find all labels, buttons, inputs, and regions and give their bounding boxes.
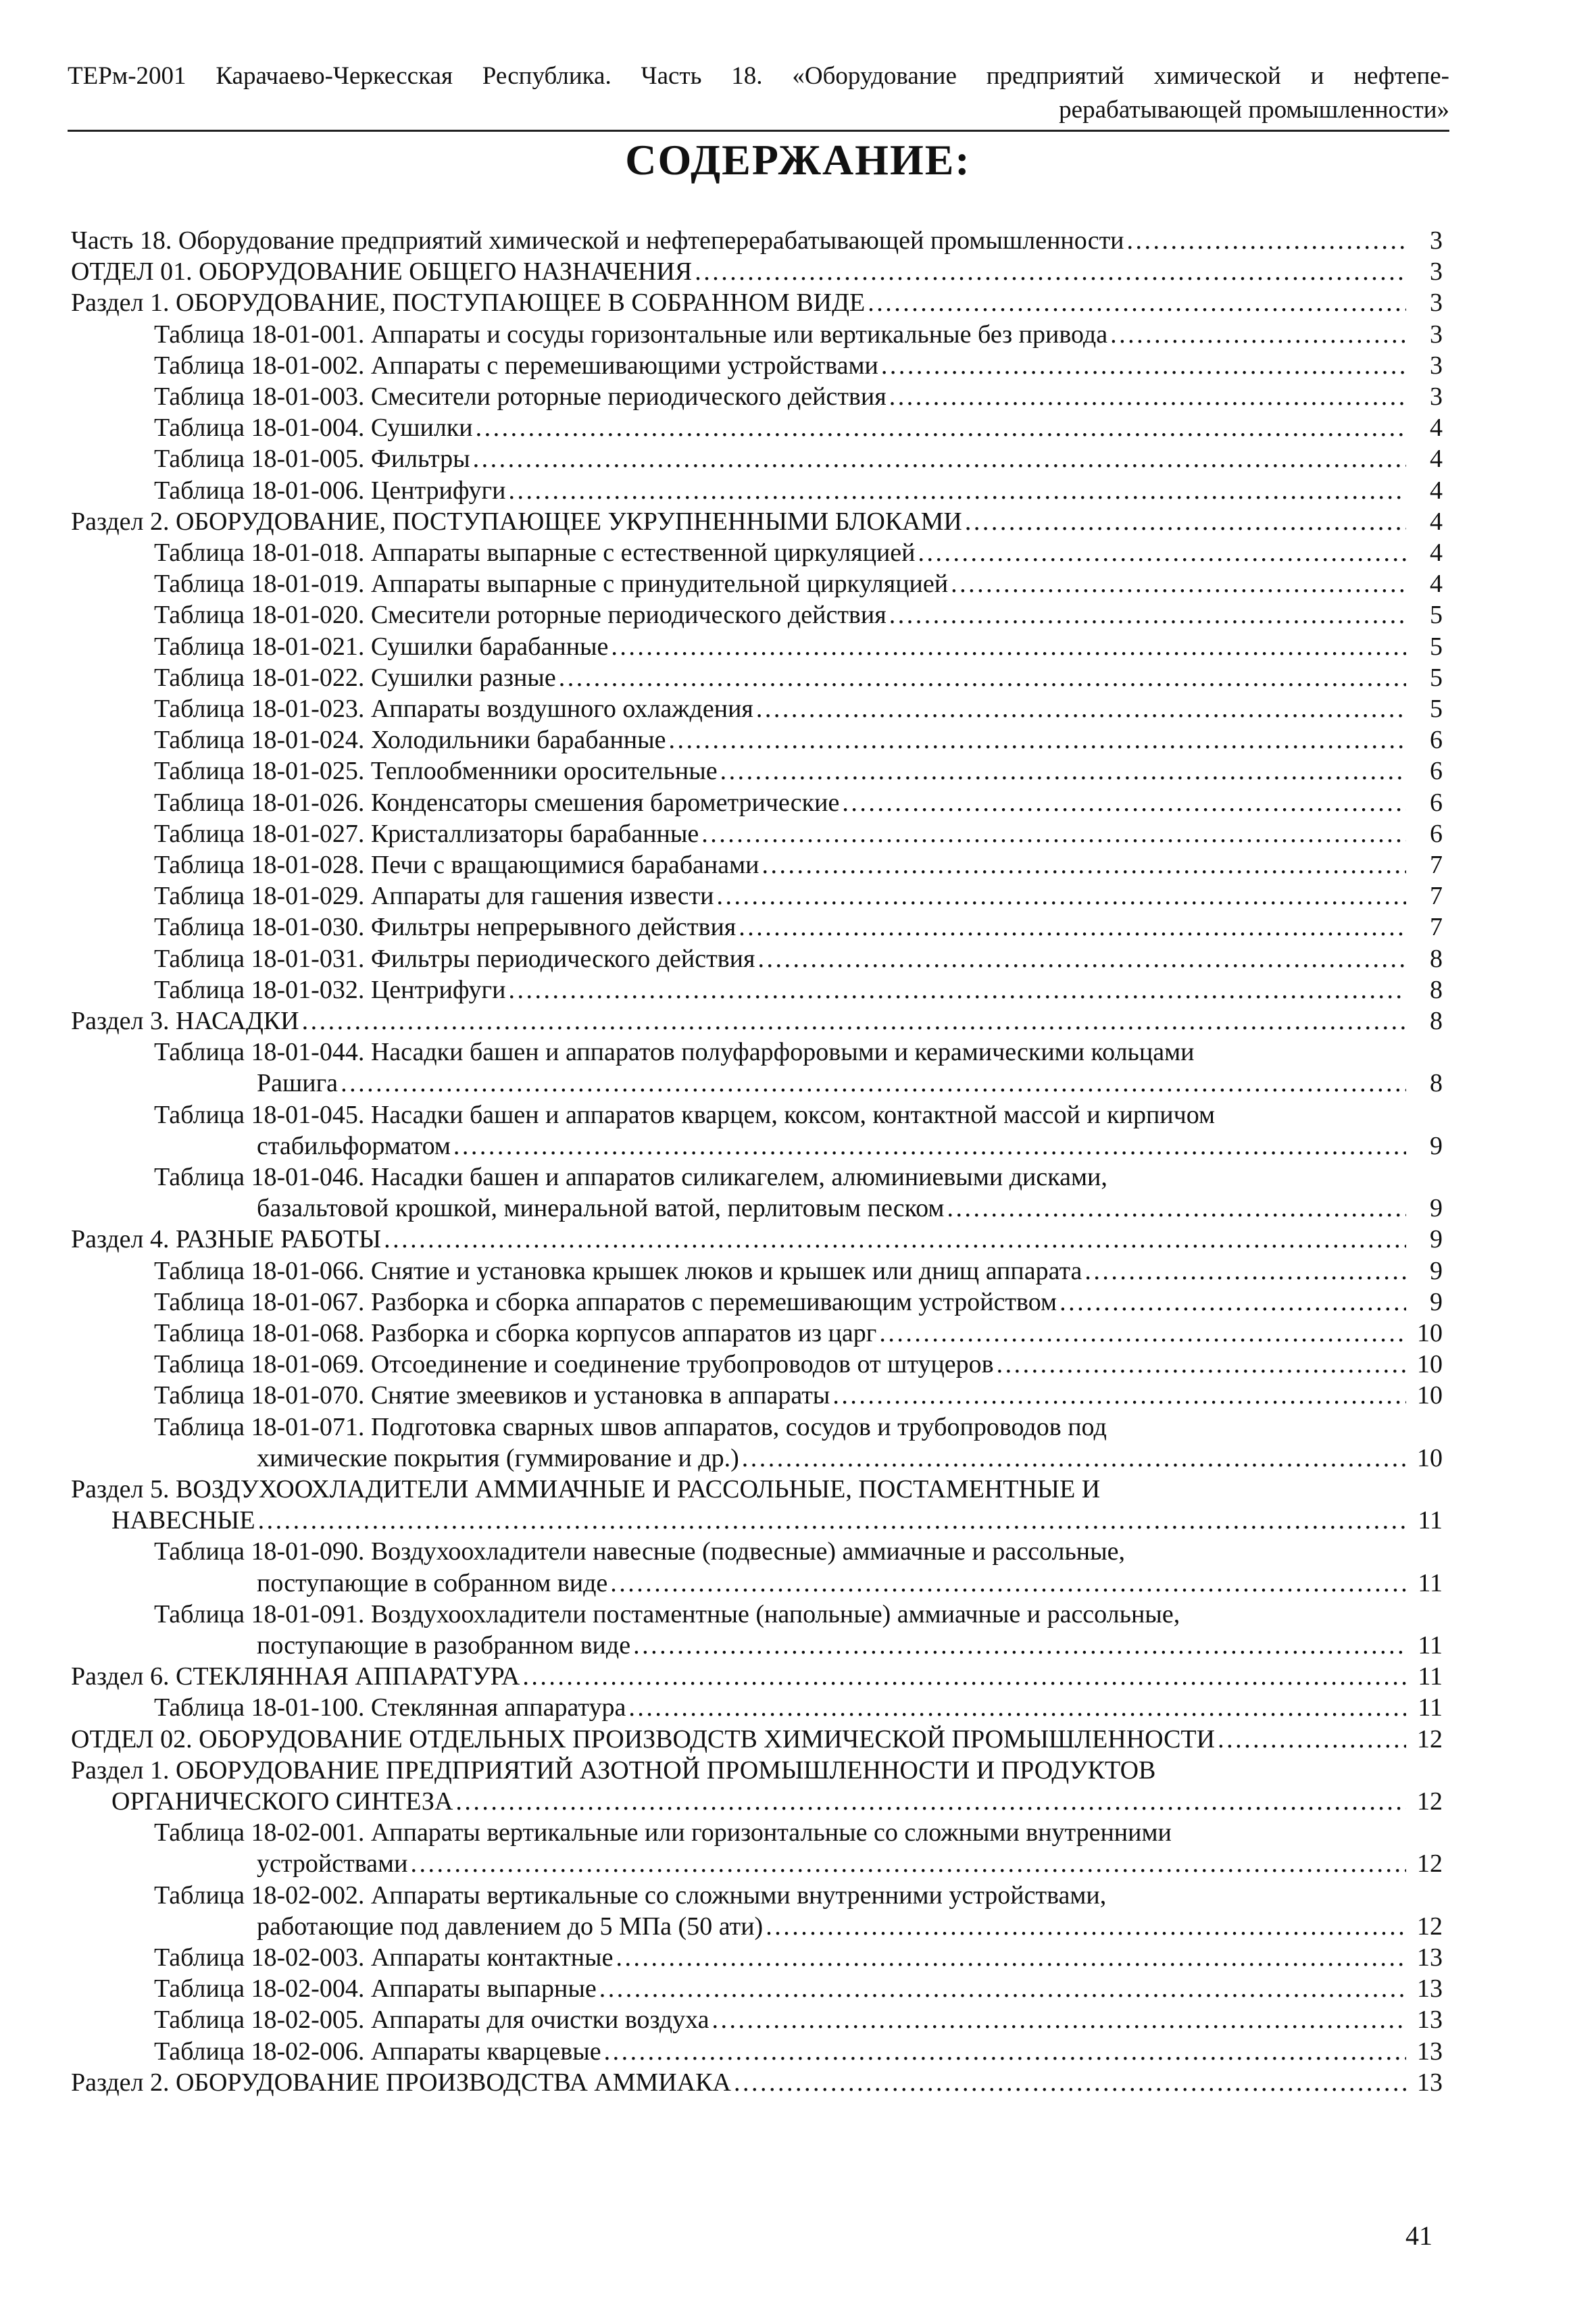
toc-table-entry[interactable]	[154, 787, 1443, 819]
toc-entry-title: устройствами	[257, 1849, 408, 1878]
toc-entry-title: Таблица 18-01-090. Воздухоохладители навесные (подвесные) аммиачные и рассольные,	[154, 1537, 1126, 1566]
toc-entry-title: поступающие в разобранном виде	[257, 1631, 631, 1660]
toc-section-entry[interactable]	[71, 1223, 1443, 1255]
toc-table-entry[interactable]	[154, 349, 1443, 382]
dot-leader	[881, 349, 1406, 382]
dot-leader	[1059, 1286, 1406, 1318]
toc-section-entry[interactable]	[71, 287, 1443, 319]
toc-table-entry[interactable]	[154, 1099, 1443, 1131]
toc-table-entry[interactable]	[154, 318, 1443, 351]
dot-leader	[258, 1504, 1406, 1537]
toc-entry-title: Таблица 18-01-069. Отсоединение и соединение трубопроводов от штуцеров	[154, 1350, 994, 1379]
toc-entry-title: Таблица 18-01-005. Фильтры	[154, 445, 470, 474]
toc-table-entry[interactable]	[154, 2035, 1443, 2068]
dot-leader	[341, 1067, 1406, 1099]
toc-entry-title: Таблица 18-01-029. Аппараты для гашения извести	[154, 882, 714, 911]
toc-page-number: 6	[1430, 757, 1443, 786]
toc-entry-title: Таблица 18-01-025. Теплообменники оросительные	[154, 757, 718, 786]
dot-leader	[302, 1005, 1406, 1037]
toc-entry-title: Таблица 18-01-004. Сушилки	[154, 414, 473, 443]
toc-entry-title: Таблица 18-01-046. Насадки башен и аппаратов силикагелем, алюминиевыми дисками,	[154, 1163, 1107, 1191]
toc-entry-title: Раздел 1. ОБОРУДОВАНИЕ ПРЕДПРИЯТИЙ АЗОТНОЙ ПРОМЫШЛЕННОСТИ И ПРОДУКТОВ	[71, 1756, 1156, 1785]
dot-leader	[669, 724, 1406, 756]
toc-page-number: 13	[1417, 2068, 1443, 2097]
toc-table-entry[interactable]	[154, 1691, 1443, 1724]
dot-leader	[508, 474, 1406, 507]
toc-entry-title: Таблица 18-02-003. Аппараты контактные	[154, 1943, 614, 1972]
toc-entry-title: стабильформатом	[257, 1131, 451, 1160]
dot-leader	[1110, 318, 1406, 351]
toc-entry-title: ОРГАНИЧЕСКОГО СИНТЕЗА	[111, 1787, 453, 1816]
running-header	[68, 59, 1449, 132]
toc-entry-title: Таблица 18-01-070. Снятие змеевиков и установка в аппараты	[154, 1381, 830, 1410]
toc-table-entry[interactable]	[154, 1411, 1443, 1443]
toc-entry-title: Таблица 18-01-067. Разборка и сборка аппаратов с перемешивающим устройством	[154, 1287, 1057, 1316]
dot-leader	[720, 755, 1406, 787]
dot-leader	[1218, 1723, 1406, 1756]
toc-page-number: 11	[1418, 1631, 1443, 1660]
toc-section-entry[interactable]	[111, 1504, 1443, 1537]
toc-table-entry[interactable]	[154, 1286, 1443, 1318]
toc-table-entry[interactable]	[154, 755, 1443, 787]
toc-table-entry[interactable]	[154, 2003, 1443, 2036]
toc-page-number: 3	[1430, 382, 1443, 411]
toc-section-entry[interactable]	[71, 505, 1443, 538]
toc-page-number: 3	[1430, 226, 1443, 255]
toc-table-entry[interactable]	[257, 1130, 1443, 1162]
toc-table-entry[interactable]	[154, 1379, 1443, 1412]
dot-leader	[879, 1317, 1406, 1349]
dot-leader	[1084, 1255, 1406, 1287]
toc-entry-title: Таблица 18-01-044. Насадки башен и аппаратов полуфарфоровыми и керамическими кольцами	[154, 1038, 1195, 1067]
toc-page-number: 3	[1430, 320, 1443, 349]
toc-section-entry[interactable]	[71, 224, 1443, 257]
toc-entry-title: Таблица 18-01-031. Фильтры периодического действия	[154, 944, 755, 973]
toc-entry-title: Таблица 18-01-018. Аппараты выпарные с естественной циркуляцией	[154, 539, 916, 567]
dot-leader	[997, 1348, 1406, 1380]
toc-table-entry[interactable]	[257, 1910, 1443, 1943]
toc-table-entry[interactable]	[154, 1816, 1443, 1849]
toc-page-number: 8	[1430, 975, 1443, 1004]
dot-leader	[832, 1379, 1406, 1412]
toc-page-number: 3	[1430, 351, 1443, 380]
dot-leader	[476, 412, 1406, 444]
toc-page-number: 4	[1430, 476, 1443, 505]
toc-section-entry[interactable]	[71, 1473, 1443, 1505]
toc-table-entry[interactable]	[257, 1629, 1443, 1662]
toc-entry-title: поступающие в собранном виде	[257, 1568, 608, 1597]
toc-page-number: 4	[1430, 570, 1443, 599]
dot-leader	[757, 943, 1406, 975]
dot-leader	[453, 1130, 1406, 1162]
toc-entry-title: Таблица 18-01-068. Разборка и сборка корпусов аппаратов из царг	[154, 1319, 877, 1347]
dot-leader	[628, 1691, 1406, 1724]
toc-entry-title: Таблица 18-01-001. Аппараты и сосуды горизонтальные или вертикальные без привода	[154, 320, 1108, 349]
toc-entry-title: Таблица 18-01-023. Аппараты воздушного охлаждения	[154, 695, 753, 723]
toc-entry-title: Таблица 18-01-003. Смесители роторные периодического действия	[154, 382, 887, 411]
dot-leader	[616, 1941, 1406, 1974]
toc-page-number: 12	[1417, 1849, 1443, 1878]
dot-leader	[918, 537, 1406, 569]
toc-table-entry[interactable]	[154, 818, 1443, 850]
toc-entry-title: ОТДЕЛ 02. ОБОРУДОВАНИЕ ОТДЕЛЬНЫХ ПРОИЗВОДСТВ ХИМИЧЕСКОЙ ПРОМЫШЛЕННОСТИ	[71, 1724, 1216, 1753]
toc-page-number: 12	[1417, 1912, 1443, 1941]
toc-page-number: 13	[1417, 2006, 1443, 2035]
toc-page-number: 9	[1430, 1287, 1443, 1316]
toc-entry-title: Таблица 18-02-004. Аппараты выпарные	[154, 1974, 597, 2003]
toc-entry-title: Таблица 18-01-071. Подготовка сварных швов аппаратов, сосудов и трубопроводов под	[154, 1412, 1107, 1441]
toc-table-entry[interactable]	[154, 693, 1443, 725]
toc-entry-title: Часть 18. Оборудование предприятий химической и нефтеперерабатывающей промышленности	[71, 226, 1124, 255]
toc-table-entry[interactable]	[154, 724, 1443, 756]
toc-page-number: 8	[1430, 1007, 1443, 1035]
toc-table-entry[interactable]	[154, 1036, 1443, 1068]
toc-entry-title: Таблица 18-02-005. Аппараты для очистки воздуха	[154, 2006, 709, 2035]
toc-entry-title: Таблица 18-01-030. Фильтры непрерывного действия	[154, 913, 737, 942]
toc-table-entry[interactable]	[154, 1317, 1443, 1349]
toc-entry-title: Таблица 18-01-006. Центрифуги	[154, 476, 506, 505]
dot-leader	[508, 974, 1406, 1006]
toc-page-number: 5	[1430, 695, 1443, 723]
toc-section-entry[interactable]	[71, 255, 1443, 288]
page-title: СОДЕРЖАНИЕ:	[625, 136, 971, 184]
toc-page-number: 9	[1430, 1225, 1443, 1254]
dot-leader	[889, 599, 1406, 631]
toc-entry-title: Раздел 3. НАСАДКИ	[71, 1007, 299, 1035]
dot-leader	[762, 849, 1406, 881]
dot-leader	[742, 1442, 1406, 1474]
toc-entry-title: Раздел 1. ОБОРУДОВАНИЕ, ПОСТУПАЮЩЕЕ В СОБРАННОМ ВИДЕ	[71, 289, 866, 318]
dot-leader	[1127, 224, 1406, 257]
toc-table-entry[interactable]	[154, 1598, 1443, 1631]
toc-entry-title: Таблица 18-01-045. Насадки башен и аппаратов кварцем, коксом, контактной массой и кирпичом	[154, 1100, 1216, 1129]
toc-page-number: 5	[1430, 663, 1443, 692]
toc-page-number: 13	[1417, 2037, 1443, 2066]
toc-entry-title: Таблица 18-01-066. Снятие и установка крышек люков и крышек или днищ аппарата	[154, 1256, 1082, 1285]
toc-entry-title: Таблица 18-01-028. Печи с вращающимися барабанами	[154, 851, 759, 879]
toc-table-entry[interactable]	[154, 662, 1443, 694]
toc-entry-title: Таблица 18-02-006. Аппараты кварцевые	[154, 2037, 601, 2066]
toc-page-number: 11	[1418, 1693, 1443, 1722]
toc-table-entry[interactable]	[154, 537, 1443, 569]
toc-section-entry[interactable]	[71, 2066, 1443, 2099]
toc-entry-title: Таблица 18-01-032. Центрифуги	[154, 975, 506, 1004]
toc-table-entry[interactable]	[257, 1442, 1443, 1474]
toc-table-entry[interactable]	[154, 568, 1443, 600]
toc-page-number: 13	[1417, 1943, 1443, 1972]
toc-entry-title: Таблица 18-01-020. Смесители роторные периодического действия	[154, 601, 887, 630]
dot-leader	[842, 787, 1406, 819]
toc-entry-title: Раздел 2. ОБОРУДОВАНИЕ ПРОИЗВОДСТВА АММИАКА	[71, 2068, 731, 2097]
page-number: 41	[1405, 2220, 1432, 2251]
toc-table-entry[interactable]	[154, 911, 1443, 943]
toc-entry-title: Таблица 18-01-027. Кристаллизаторы барабанные	[154, 819, 699, 848]
toc-page-number: 10	[1417, 1381, 1443, 1410]
toc-entry-title: базальтовой крошкой, минеральной ватой, перлитовым песком	[257, 1194, 945, 1223]
dot-leader	[868, 287, 1406, 319]
toc-table-entry[interactable]	[154, 943, 1443, 975]
toc-page-number: 7	[1430, 913, 1443, 942]
toc-page-number: 6	[1430, 788, 1443, 817]
toc-entry-title: Таблица 18-01-091. Воздухоохладители постаментные (напольные) аммиачные и рассольные,	[154, 1599, 1180, 1628]
toc-entry-title: Таблица 18-01-019. Аппараты выпарные с принудительной циркуляцией	[154, 570, 949, 599]
toc-page-number: 3	[1430, 257, 1443, 287]
toc-entry-title: ОТДЕЛ 01. ОБОРУДОВАНИЕ ОБЩЕГО НАЗНАЧЕНИЯ	[71, 257, 693, 287]
toc-table-entry[interactable]	[257, 1847, 1443, 1880]
dot-leader	[889, 380, 1406, 413]
toc-entry-title: Таблица 18-01-022. Сушилки разные	[154, 663, 556, 692]
toc-page-number: 6	[1430, 819, 1443, 848]
toc-section-entry[interactable]	[71, 1005, 1443, 1037]
toc-page-number: 4	[1430, 539, 1443, 567]
dot-leader	[951, 568, 1406, 600]
toc-table-entry[interactable]	[154, 380, 1443, 413]
header-line-2: рерабатывающей промышленности»	[1059, 96, 1449, 124]
toc-table-entry[interactable]	[154, 880, 1443, 912]
toc-entry-title: Рашига	[257, 1069, 339, 1098]
toc-table-entry[interactable]	[154, 1255, 1443, 1287]
toc-table-entry[interactable]	[154, 849, 1443, 881]
toc-page-number: 4	[1430, 507, 1443, 536]
toc-page-number: 10	[1417, 1350, 1443, 1379]
toc-entry-title: НАВЕСНЫЕ	[111, 1506, 255, 1535]
toc-table-entry[interactable]	[154, 412, 1443, 444]
toc-table-entry[interactable]	[154, 1535, 1443, 1568]
toc-page-number: 3	[1430, 289, 1443, 318]
dot-leader	[410, 1847, 1406, 1880]
toc-page-number: 8	[1430, 1069, 1443, 1098]
dot-leader	[965, 505, 1406, 538]
toc-entry-title: Раздел 4. РАЗНЫЕ РАБОТЫ	[71, 1225, 382, 1254]
dot-leader	[766, 1910, 1406, 1943]
toc-page-number: 11	[1418, 1506, 1443, 1535]
toc-section-entry[interactable]	[71, 1754, 1443, 1787]
toc-page-number: 10	[1417, 1443, 1443, 1472]
dot-leader	[473, 443, 1406, 475]
dot-leader	[611, 630, 1406, 663]
toc-page-number: 11	[1418, 1662, 1443, 1691]
toc-entry-title: Таблица 18-01-021. Сушилки барабанные	[154, 632, 609, 661]
toc-entry-title: Таблица 18-01-100. Стеклянная аппаратура	[154, 1693, 626, 1722]
dot-leader	[701, 818, 1406, 850]
toc-page-number: 9	[1430, 1194, 1443, 1223]
toc-entry-title: Раздел 2. ОБОРУДОВАНИЕ, ПОСТУПАЮЩЕЕ УКРУПНЕННЫМИ БЛОКАМИ	[71, 507, 962, 536]
dot-leader	[947, 1192, 1406, 1224]
toc-table-entry[interactable]	[154, 1941, 1443, 1974]
dot-leader	[756, 693, 1406, 725]
dot-leader	[599, 1972, 1406, 2005]
dot-leader	[384, 1223, 1406, 1255]
dot-leader	[734, 2066, 1406, 2099]
dot-leader	[712, 2003, 1406, 2036]
toc-page-number: 5	[1430, 632, 1443, 661]
toc-page-number: 12	[1417, 1787, 1443, 1816]
toc-section-entry[interactable]	[71, 1723, 1443, 1756]
dot-leader	[633, 1629, 1406, 1662]
toc-page-number: 4	[1430, 414, 1443, 443]
toc-page-number: 8	[1430, 944, 1443, 973]
toc-table-entry[interactable]	[154, 630, 1443, 663]
toc-page-number: 7	[1430, 851, 1443, 879]
toc-page-number: 9	[1430, 1131, 1443, 1160]
toc-entry-title: Таблица 18-01-002. Аппараты с перемешивающими устройствами	[154, 351, 878, 380]
toc-entry-title: Таблица 18-02-001. Аппараты вертикальные или горизонтальные со сложными внутренними	[154, 1818, 1172, 1847]
dot-leader	[610, 1567, 1406, 1599]
dot-leader	[559, 662, 1406, 694]
toc-page-number: 9	[1430, 1256, 1443, 1285]
dot-leader	[717, 880, 1406, 912]
dot-leader	[455, 1785, 1406, 1818]
toc-table-entry[interactable]	[154, 974, 1443, 1006]
toc-table-entry[interactable]	[154, 1161, 1443, 1193]
toc-page-number: 7	[1430, 882, 1443, 911]
toc-table-entry[interactable]	[154, 599, 1443, 631]
toc-page-number: 13	[1417, 1974, 1443, 2003]
toc-table-entry[interactable]	[257, 1192, 1443, 1224]
toc-table-entry[interactable]	[154, 443, 1443, 475]
dot-leader	[604, 2035, 1406, 2068]
toc-entry-title: Таблица 18-01-026. Конденсаторы смешения барометрические	[154, 788, 840, 817]
toc-entry-title: Раздел 6. СТЕКЛЯННАЯ АППАРАТУРА	[71, 1662, 520, 1691]
toc-page-number: 6	[1430, 726, 1443, 755]
toc-entry-title: Таблица 18-02-002. Аппараты вертикальные со сложными внутренними устройствами,	[154, 1881, 1107, 1910]
dot-leader	[739, 911, 1406, 943]
toc-entry-title: работающие под давлением до 5 МПа (50 ати)	[257, 1912, 764, 1941]
toc-page-number: 11	[1418, 1568, 1443, 1597]
toc-page-number: 12	[1417, 1724, 1443, 1753]
header-line-1: ТЕРм-2001 Карачаево-Черкесская Республика. Часть 18. «Оборудование предприятий химической и нефтепе-	[68, 62, 1449, 90]
toc-entry-title: Таблица 18-01-024. Холодильники барабанные	[154, 726, 666, 755]
toc-entry-title: химические покрытия (гуммирование и др.)	[257, 1443, 739, 1472]
toc-section-entry[interactable]	[71, 1660, 1443, 1693]
dot-leader	[695, 255, 1406, 288]
toc-entry-title: Раздел 5. ВОЗДУХООХЛАДИТЕЛИ АММИАЧНЫЕ И РАССОЛЬНЫЕ, ПОСТАМЕНТНЫЕ И	[71, 1475, 1101, 1503]
toc-table-entry[interactable]	[154, 474, 1443, 507]
dot-leader	[522, 1660, 1406, 1693]
toc-table-entry[interactable]	[257, 1067, 1443, 1099]
toc-section-entry[interactable]	[111, 1785, 1443, 1818]
toc-table-entry[interactable]	[154, 1972, 1443, 2005]
toc-page-number: 10	[1417, 1319, 1443, 1347]
toc-page-number: 5	[1430, 601, 1443, 630]
toc-table-entry[interactable]	[257, 1567, 1443, 1599]
toc-table-entry[interactable]	[154, 1348, 1443, 1380]
toc-page-number: 4	[1430, 445, 1443, 474]
toc-table-entry[interactable]	[154, 1879, 1443, 1912]
